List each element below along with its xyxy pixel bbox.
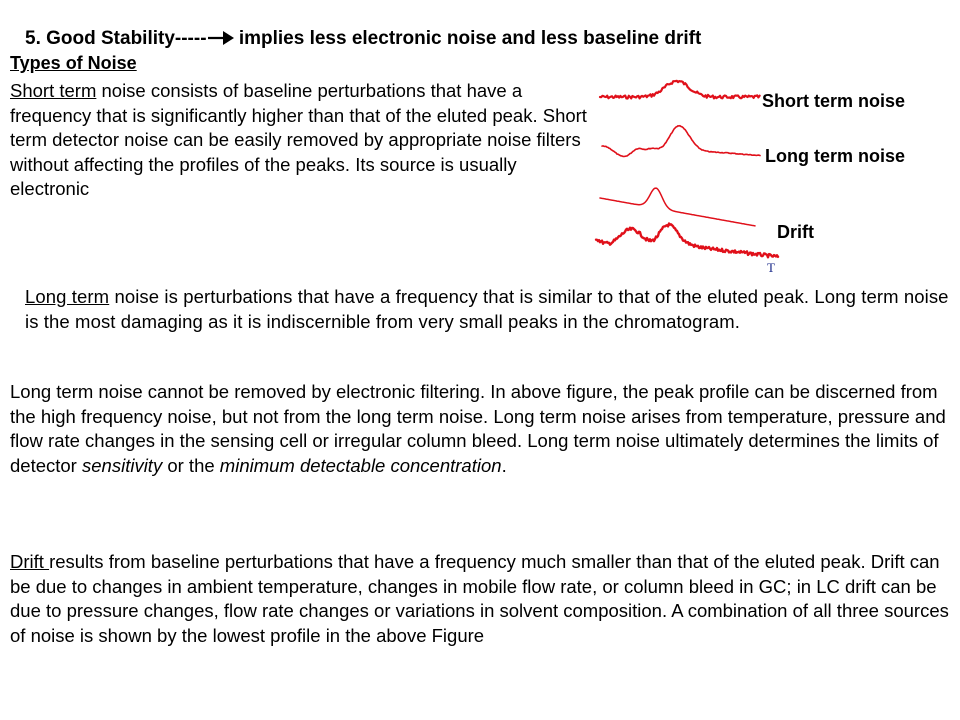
drift-trace bbox=[596, 224, 778, 258]
title-number: 5. Good Stability----- bbox=[25, 28, 207, 49]
long-term-noise-trace bbox=[602, 126, 760, 157]
peak-trace bbox=[600, 188, 755, 226]
short-term-paragraph bbox=[10, 79, 595, 202]
long-term-body: noise is perturbations that have a frequency that is similar to that of the eluted peak. Long term noise is the most damaging as it is indiscernible from very small peaks in the chromatogram. bbox=[25, 286, 949, 332]
short-term-body: noise consists of baseline perturbations that have a frequency that is significantly higher than that of the eluted peak. Short term detector noise can be easily removed by appropriate noise filters without affecting the profiles of the peaks. Its source is usually electronic bbox=[10, 80, 587, 199]
drift-paragraph bbox=[10, 550, 955, 648]
section-heading: Types of Noise bbox=[10, 53, 137, 73]
long-term-lead: Long term bbox=[25, 286, 110, 307]
long-term-details-part3: . bbox=[501, 454, 507, 476]
drift-body: results from baseline perturbations that have a frequency much smaller than that of the eluted peak. Drift can be due to changes in ambient temperature, changes in mobile flow rate, or column bleed in GC; in LC drift can be due to pressure changes, flow rate changes or variations in solvent composition. A combination of all three sources of noise is shown by the lowest profile in the above Figure bbox=[10, 551, 949, 646]
long-term-details-paragraph bbox=[10, 380, 955, 478]
label-drift: Drift bbox=[777, 222, 814, 242]
title-rest: implies less electronic noise and less baseline drift bbox=[233, 28, 702, 49]
label-long-term-noise: Long term noise bbox=[765, 146, 906, 166]
slide-title bbox=[25, 28, 701, 50]
noise-figure bbox=[590, 70, 790, 280]
label-short-term-noise: Short term noise bbox=[762, 91, 906, 111]
long-term-paragraph bbox=[25, 285, 960, 334]
long-term-details-part1: Long term noise cannot be removed by electronic filtering. In above figure, the peak profile can be discerned from the high frequency noise, but not from the long term noise. Long term noise arises from temperature, pressure and flow rate changes in the sensing cell or irregular column bleed. Long term noise ultimately determines the limits of detector bbox=[10, 381, 946, 476]
stray-glyph: T bbox=[767, 260, 775, 275]
sensitivity-term: sensitivity bbox=[82, 454, 163, 476]
short-term-lead: Short term bbox=[10, 80, 97, 101]
long-term-details-part2: or the bbox=[162, 454, 220, 476]
drift-lead: Drift bbox=[10, 551, 50, 572]
mdc-term: minimum detectable concentration bbox=[219, 454, 502, 476]
right-arrow-icon bbox=[208, 30, 234, 46]
short-term-noise-trace bbox=[600, 81, 760, 99]
